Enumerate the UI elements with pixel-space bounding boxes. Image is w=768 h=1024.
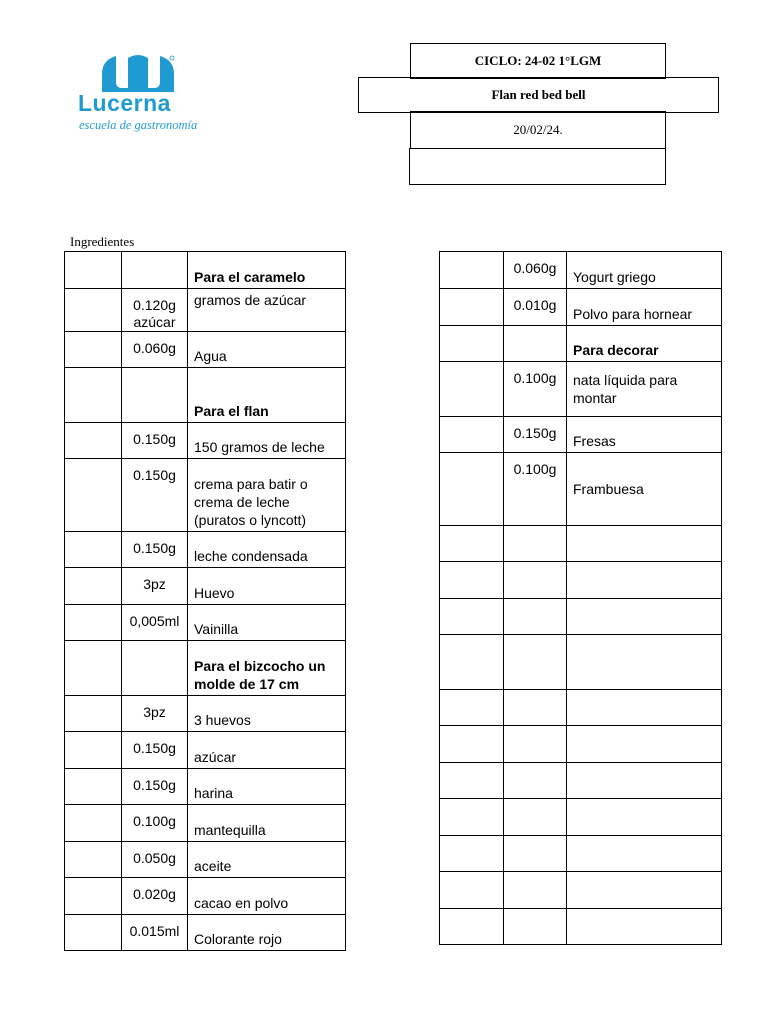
ingredient-row [440, 836, 722, 872]
ingredient-name-cell: 3 huevos [188, 696, 346, 732]
blank-cell [440, 690, 504, 726]
quantity-cell: 0.100g [504, 453, 567, 526]
ingredient-row [440, 763, 722, 799]
blank-cell [440, 909, 504, 945]
ingredient-row [65, 252, 346, 289]
blank-cell [65, 532, 122, 568]
blank-cell [65, 805, 122, 842]
ingredient-row [440, 417, 722, 453]
ingredient-row [65, 696, 346, 732]
quantity-cell [504, 799, 567, 836]
blank-cell [440, 836, 504, 872]
ingredient-name-cell: 150 gramos de leche [188, 423, 346, 459]
blank-cell [65, 459, 122, 532]
ingredient-name-cell: Frambuesa [567, 453, 722, 526]
quantity-cell: 3pz [122, 696, 188, 732]
ingredient-name-cell: aceite [188, 842, 346, 878]
blank-cell [440, 362, 504, 417]
blank-cell [440, 417, 504, 453]
blank-cell [440, 289, 504, 326]
quantity-cell: 0.050g [122, 842, 188, 878]
lucerna-logo [78, 52, 208, 134]
ingredient-row [440, 526, 722, 562]
section-heading-cell: Para el bizcocho un molde de 17 cm [188, 641, 346, 696]
ingredient-name-cell: mantequilla [188, 805, 346, 842]
ingredient-row [65, 605, 346, 641]
ingredient-name-cell [567, 872, 722, 909]
blank-cell [65, 252, 122, 289]
quantity-cell: 0.010g [504, 289, 567, 326]
quantity-cell [504, 690, 567, 726]
ingredient-row [65, 769, 346, 805]
ingredient-row [65, 368, 346, 423]
blank-cell [440, 326, 504, 362]
ingredient-row [440, 562, 722, 599]
ingredient-row [65, 459, 346, 532]
quantity-cell: 0.015ml [122, 915, 188, 951]
quantity-cell: 0.150g [122, 423, 188, 459]
ingredient-name-cell: nata líquida para montar [567, 362, 722, 417]
quantity-cell: 0,005ml [122, 605, 188, 641]
section-heading-cell: Para decorar [567, 326, 722, 362]
ingredient-name-cell: cacao en polvo [188, 878, 346, 915]
blank-cell [65, 641, 122, 696]
quantity-cell: 0.100g [504, 362, 567, 417]
ingredient-row [440, 909, 722, 945]
quantity-cell [122, 368, 188, 423]
blank-cell [65, 289, 122, 332]
blank-cell [440, 872, 504, 909]
ingredients-table-left [64, 251, 346, 951]
ingredient-name-cell: Fresas [567, 417, 722, 453]
cycle-box: CICLO: 24-02 1°LGM [410, 43, 666, 79]
ingredient-row [65, 332, 346, 368]
ingredient-name-cell: Yogurt griego [567, 252, 722, 289]
ingredients-label: Ingredientes [70, 234, 135, 249]
ingredient-name-cell [567, 909, 722, 945]
ingredient-name-cell: Agua [188, 332, 346, 368]
quantity-cell [122, 252, 188, 289]
blank-cell [65, 568, 122, 605]
ingredient-row [65, 842, 346, 878]
ingredient-row [440, 599, 722, 635]
blank-cell [65, 696, 122, 732]
ingredient-row [440, 289, 722, 326]
ingredient-name-cell [567, 635, 722, 690]
ingredient-name-cell: crema para batir o crema de leche (puratos o lyncott) [188, 459, 346, 532]
quantity-cell [504, 763, 567, 799]
ingredient-name-cell [567, 763, 722, 799]
quantity-cell [504, 326, 567, 362]
quantity-cell [504, 872, 567, 909]
ingredient-row [65, 532, 346, 568]
quantity-cell: 0.100g [122, 805, 188, 842]
ingredient-row [65, 915, 346, 951]
ingredient-row [440, 635, 722, 690]
quantity-cell: 0.150g [122, 732, 188, 769]
quantity-cell [504, 599, 567, 635]
quantity-cell: 0.150g [122, 532, 188, 568]
quantity-cell: 0.150g [122, 459, 188, 532]
ingredient-name-cell [567, 836, 722, 872]
ingredient-name-cell: gramos de azúcar [188, 289, 346, 332]
ingredient-row [65, 805, 346, 842]
ingredient-name-cell: Polvo para hornear [567, 289, 722, 326]
ingredient-name-cell: Huevo [188, 568, 346, 605]
blank-cell [65, 605, 122, 641]
blank-cell [440, 635, 504, 690]
ingredient-row [65, 568, 346, 605]
ingredient-name-cell: harina [188, 769, 346, 805]
quantity-cell [122, 641, 188, 696]
ingredient-row [440, 690, 722, 726]
ingredient-name-cell [567, 690, 722, 726]
blank-cell [440, 252, 504, 289]
ingredient-name-cell [567, 726, 722, 763]
ingredient-row [65, 878, 346, 915]
blank-cell [440, 453, 504, 526]
quantity-cell: 0.150g [504, 417, 567, 453]
quantity-cell [504, 526, 567, 562]
ingredient-name-cell: Colorante rojo [188, 915, 346, 951]
quantity-cell: 0.060g [504, 252, 567, 289]
lucerna-emblem-icon [98, 52, 178, 94]
recipe-title-box: Flan red bed bell [358, 77, 719, 113]
quantity-cell: 3pz [122, 568, 188, 605]
blank-cell [440, 599, 504, 635]
section-heading-cell: Para el caramelo [188, 252, 346, 289]
blank-cell [440, 726, 504, 763]
blank-cell [440, 799, 504, 836]
quantity-cell [504, 726, 567, 763]
quantity-cell: 0.150g [122, 769, 188, 805]
date-box: 20/02/24. [410, 111, 666, 149]
blank-cell [65, 423, 122, 459]
blank-cell [65, 332, 122, 368]
ingredient-name-cell: azúcar [188, 732, 346, 769]
ingredient-row [440, 726, 722, 763]
blank-cell [65, 878, 122, 915]
brand-name: Lucerna [78, 90, 171, 116]
ingredient-row [440, 872, 722, 909]
ingredient-row [65, 732, 346, 769]
ingredients-table-right [439, 251, 722, 945]
ingredient-row [440, 362, 722, 417]
quantity-cell [504, 562, 567, 599]
ingredient-name-cell [567, 526, 722, 562]
quantity-cell [504, 836, 567, 872]
ingredient-name-cell [567, 599, 722, 635]
quantity-cell: 0.120g azúcar [122, 289, 188, 332]
blank-cell [65, 769, 122, 805]
blank-cell [440, 763, 504, 799]
ingredient-name-cell: Vainilla [188, 605, 346, 641]
quantity-cell [504, 635, 567, 690]
brand-tagline: escuela de gastronomía [79, 118, 198, 132]
ingredient-row [440, 799, 722, 836]
ingredient-name-cell [567, 799, 722, 836]
ingredient-name-cell: leche condensada [188, 532, 346, 568]
quantity-cell [504, 909, 567, 945]
section-heading-cell: Para el flan [188, 368, 346, 423]
ingredient-name-cell [567, 562, 722, 599]
ingredient-row [440, 453, 722, 526]
ingredient-row [440, 252, 722, 289]
blank-cell [65, 842, 122, 878]
blank-cell [65, 915, 122, 951]
empty-box [409, 148, 666, 185]
ingredient-row [65, 423, 346, 459]
ingredient-row [440, 326, 722, 362]
quantity-cell: 0.020g [122, 878, 188, 915]
quantity-cell: 0.060g [122, 332, 188, 368]
blank-cell [440, 562, 504, 599]
blank-cell [65, 732, 122, 769]
ingredient-row [65, 289, 346, 332]
blank-cell [65, 368, 122, 423]
blank-cell [440, 526, 504, 562]
ingredient-row [65, 641, 346, 696]
